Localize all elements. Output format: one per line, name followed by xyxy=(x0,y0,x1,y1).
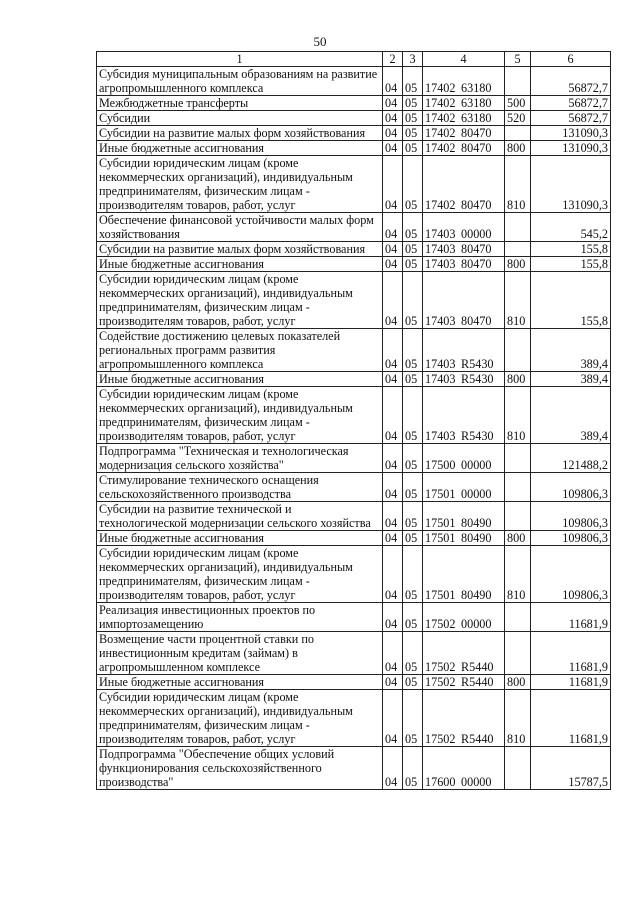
header-col-4: 4 xyxy=(423,52,505,67)
table-row xyxy=(97,96,611,111)
row-name-cell: Иные бюджетные ассигнования xyxy=(97,141,383,156)
row-section-cell: 04 xyxy=(383,531,403,546)
row-subsection-cell: 05 xyxy=(403,257,423,272)
row-target-article-cell xyxy=(423,675,505,690)
row-expense-type-cell: 800 xyxy=(505,257,531,272)
table-row xyxy=(97,156,611,213)
row-expense-type-cell: 800 xyxy=(505,141,531,156)
row-expense-type-cell: 810 xyxy=(505,272,531,329)
row-name-cell: Иные бюджетные ассигнования xyxy=(97,257,383,272)
row-target-article-cell xyxy=(423,329,505,372)
target-article-direction-code: 63180 xyxy=(461,96,492,110)
table-row xyxy=(97,272,611,329)
target-article-program-code: 17403 xyxy=(425,257,456,271)
row-subsection-cell: 05 xyxy=(403,603,423,632)
row-subsection-cell: 05 xyxy=(403,111,423,126)
row-amount-cell: 121488,2 xyxy=(531,444,611,473)
row-subsection-cell: 05 xyxy=(403,546,423,603)
row-amount-cell: 11681,9 xyxy=(531,603,611,632)
row-section-cell: 04 xyxy=(383,546,403,603)
row-amount-cell: 389,4 xyxy=(531,329,611,372)
row-name-cell: Подпрограмма "Техническая и технологическая модернизация сельского хозяйства" xyxy=(97,444,383,473)
row-subsection-cell: 05 xyxy=(403,444,423,473)
row-target-article-cell xyxy=(423,372,505,387)
row-amount-cell: 56872,7 xyxy=(531,96,611,111)
target-article-program-code: 17502 xyxy=(425,675,456,689)
row-expense-type-cell xyxy=(505,473,531,502)
target-article-direction-code: 63180 xyxy=(461,81,492,95)
row-target-article-cell xyxy=(423,272,505,329)
target-article-program-code: 17501 xyxy=(425,531,456,545)
budget-table xyxy=(96,51,611,790)
row-amount-cell: 11681,9 xyxy=(531,690,611,747)
row-target-article-cell xyxy=(423,473,505,502)
table-row xyxy=(97,632,611,675)
row-subsection-cell: 05 xyxy=(403,126,423,141)
target-article-direction-code: R5440 xyxy=(461,675,494,689)
table-row xyxy=(97,242,611,257)
row-expense-type-cell: 500 xyxy=(505,96,531,111)
target-article-direction-code: 00000 xyxy=(461,487,492,501)
row-section-cell: 04 xyxy=(383,690,403,747)
table-row xyxy=(97,126,611,141)
header-col-1: 1 xyxy=(97,52,383,67)
row-expense-type-cell xyxy=(505,329,531,372)
table-row xyxy=(97,141,611,156)
table-row xyxy=(97,444,611,473)
row-expense-type-cell: 810 xyxy=(505,690,531,747)
row-target-article-cell xyxy=(423,67,505,96)
table-row xyxy=(97,675,611,690)
row-expense-type-cell: 800 xyxy=(505,675,531,690)
target-article-direction-code: 80470 xyxy=(461,242,492,256)
target-article-program-code: 17501 xyxy=(425,487,456,501)
table-row xyxy=(97,531,611,546)
row-section-cell: 04 xyxy=(383,67,403,96)
table-row xyxy=(97,603,611,632)
target-article-direction-code: 80490 xyxy=(461,516,492,530)
target-article-program-code: 17502 xyxy=(425,660,456,674)
row-amount-cell: 56872,7 xyxy=(531,67,611,96)
target-article-direction-code: 80490 xyxy=(461,531,492,545)
row-subsection-cell: 05 xyxy=(403,502,423,531)
row-amount-cell: 109806,3 xyxy=(531,546,611,603)
row-amount-cell: 131090,3 xyxy=(531,141,611,156)
row-section-cell: 04 xyxy=(383,473,403,502)
row-expense-type-cell: 520 xyxy=(505,111,531,126)
row-name-cell: Возмещение части процентной ставки по инвестиционным кредитам (займам) в агропромышленном комплексе xyxy=(97,632,383,675)
row-subsection-cell: 05 xyxy=(403,141,423,156)
row-target-article-cell xyxy=(423,156,505,213)
row-subsection-cell: 05 xyxy=(403,67,423,96)
table-header-row xyxy=(97,52,611,67)
row-section-cell: 04 xyxy=(383,675,403,690)
target-article-direction-code: 63180 xyxy=(461,111,492,125)
row-amount-cell: 155,8 xyxy=(531,272,611,329)
row-section-cell: 04 xyxy=(383,156,403,213)
target-article-program-code: 17403 xyxy=(425,242,456,256)
row-expense-type-cell: 810 xyxy=(505,156,531,213)
row-amount-cell: 155,8 xyxy=(531,257,611,272)
row-subsection-cell: 05 xyxy=(403,96,423,111)
target-article-direction-code: R5440 xyxy=(461,660,494,674)
row-section-cell: 04 xyxy=(383,272,403,329)
row-name-cell: Субсидии на развитие технической и технологической модернизации сельского хозяйства xyxy=(97,502,383,531)
row-subsection-cell: 05 xyxy=(403,690,423,747)
row-section-cell: 04 xyxy=(383,126,403,141)
target-article-program-code: 17502 xyxy=(425,732,456,746)
row-section-cell: 04 xyxy=(383,444,403,473)
target-article-direction-code: 80490 xyxy=(461,588,492,602)
row-section-cell: 04 xyxy=(383,329,403,372)
table-row xyxy=(97,111,611,126)
table-row xyxy=(97,257,611,272)
row-target-article-cell xyxy=(423,603,505,632)
target-article-program-code: 17403 xyxy=(425,314,456,328)
table-row xyxy=(97,67,611,96)
row-expense-type-cell xyxy=(505,502,531,531)
row-subsection-cell: 05 xyxy=(403,242,423,257)
row-name-cell: Субсидии юридическим лицам (кроме некоммерческих организаций), индивидуальным предпринимателям, физическим лицам - производителям товаров, работ, услуг xyxy=(97,387,383,444)
row-name-cell: Подпрограмма "Обеспечение общих условий функционирования сельскохозяйственного производства" xyxy=(97,747,383,790)
row-name-cell: Субсидии юридическим лицам (кроме некоммерческих организаций), индивидуальным предпринимателям, физическим лицам - производителям товаров, работ, услуг xyxy=(97,156,383,213)
header-col-3: 3 xyxy=(403,52,423,67)
row-subsection-cell: 05 xyxy=(403,387,423,444)
target-article-direction-code: R5430 xyxy=(461,429,494,443)
table-row xyxy=(97,213,611,242)
target-article-direction-code: 00000 xyxy=(461,227,492,241)
row-amount-cell: 131090,3 xyxy=(531,156,611,213)
row-name-cell: Субсидии юридическим лицам (кроме некоммерческих организаций), индивидуальным предпринимателям, физическим лицам - производителям товаров, работ, услуг xyxy=(97,546,383,603)
target-article-direction-code: R5440 xyxy=(461,732,494,746)
row-expense-type-cell: 810 xyxy=(505,387,531,444)
row-expense-type-cell xyxy=(505,213,531,242)
row-expense-type-cell xyxy=(505,444,531,473)
target-article-program-code: 17403 xyxy=(425,357,456,371)
row-name-cell: Субсидии на развитие малых форм хозяйствования xyxy=(97,242,383,257)
row-name-cell: Субсидии юридическим лицам (кроме некоммерческих организаций), индивидуальным предпринимателям, физическим лицам - производителям товаров, работ, услуг xyxy=(97,690,383,747)
target-article-direction-code: R5430 xyxy=(461,372,494,386)
target-article-direction-code: 00000 xyxy=(461,775,492,789)
target-article-program-code: 17502 xyxy=(425,617,456,631)
row-expense-type-cell xyxy=(505,632,531,675)
row-subsection-cell: 05 xyxy=(403,531,423,546)
target-article-program-code: 17402 xyxy=(425,96,456,110)
row-subsection-cell: 05 xyxy=(403,747,423,790)
target-article-direction-code: 80470 xyxy=(461,141,492,155)
target-article-program-code: 17402 xyxy=(425,198,456,212)
row-section-cell: 04 xyxy=(383,242,403,257)
row-amount-cell: 131090,3 xyxy=(531,126,611,141)
row-amount-cell: 109806,3 xyxy=(531,473,611,502)
row-section-cell: 04 xyxy=(383,111,403,126)
row-target-article-cell xyxy=(423,257,505,272)
row-target-article-cell xyxy=(423,531,505,546)
row-expense-type-cell xyxy=(505,126,531,141)
target-article-direction-code: 80470 xyxy=(461,314,492,328)
row-name-cell: Обеспечение финансовой устойчивости малых форм хозяйствования xyxy=(97,213,383,242)
row-subsection-cell: 05 xyxy=(403,372,423,387)
row-subsection-cell: 05 xyxy=(403,632,423,675)
target-article-direction-code: 80470 xyxy=(461,126,492,140)
row-name-cell: Иные бюджетные ассигнования xyxy=(97,675,383,690)
row-target-article-cell xyxy=(423,126,505,141)
row-name-cell: Иные бюджетные ассигнования xyxy=(97,372,383,387)
row-target-article-cell xyxy=(423,242,505,257)
row-name-cell: Стимулирование технического оснащения сельскохозяйственного производства xyxy=(97,473,383,502)
row-subsection-cell: 05 xyxy=(403,156,423,213)
target-article-direction-code: 80470 xyxy=(461,257,492,271)
table-row xyxy=(97,372,611,387)
row-expense-type-cell xyxy=(505,67,531,96)
row-amount-cell: 389,4 xyxy=(531,372,611,387)
row-section-cell: 04 xyxy=(383,213,403,242)
row-subsection-cell: 05 xyxy=(403,272,423,329)
row-section-cell: 04 xyxy=(383,96,403,111)
row-amount-cell: 545,2 xyxy=(531,213,611,242)
row-expense-type-cell xyxy=(505,747,531,790)
row-section-cell: 04 xyxy=(383,257,403,272)
table-row xyxy=(97,690,611,747)
row-expense-type-cell xyxy=(505,242,531,257)
row-amount-cell: 11681,9 xyxy=(531,632,611,675)
target-article-program-code: 17402 xyxy=(425,81,456,95)
row-target-article-cell xyxy=(423,502,505,531)
row-amount-cell: 109806,3 xyxy=(531,502,611,531)
row-section-cell: 04 xyxy=(383,603,403,632)
row-section-cell: 04 xyxy=(383,141,403,156)
target-article-program-code: 17500 xyxy=(425,458,456,472)
page-number: 50 xyxy=(313,34,327,49)
row-subsection-cell: 05 xyxy=(403,473,423,502)
row-target-article-cell xyxy=(423,690,505,747)
row-subsection-cell: 05 xyxy=(403,213,423,242)
row-section-cell: 04 xyxy=(383,632,403,675)
row-amount-cell: 389,4 xyxy=(531,387,611,444)
row-name-cell: Реализация инвестиционных проектов по импортозамещению xyxy=(97,603,383,632)
header-col-5: 5 xyxy=(505,52,531,67)
target-article-program-code: 17403 xyxy=(425,227,456,241)
row-amount-cell: 56872,7 xyxy=(531,111,611,126)
target-article-program-code: 17600 xyxy=(425,775,456,789)
row-section-cell: 04 xyxy=(383,387,403,444)
row-name-cell: Субсидии на развитие малых форм хозяйствования xyxy=(97,126,383,141)
row-target-article-cell xyxy=(423,96,505,111)
target-article-program-code: 17403 xyxy=(425,372,456,386)
row-subsection-cell: 05 xyxy=(403,675,423,690)
target-article-direction-code: R5430 xyxy=(461,357,494,371)
row-target-article-cell xyxy=(423,111,505,126)
row-target-article-cell xyxy=(423,444,505,473)
target-article-program-code: 17501 xyxy=(425,516,456,530)
row-target-article-cell xyxy=(423,747,505,790)
table-row xyxy=(97,502,611,531)
row-expense-type-cell xyxy=(505,603,531,632)
row-name-cell: Субсидии юридическим лицам (кроме некоммерческих организаций), индивидуальным предпринимателям, физическим лицам - производителям товаров, работ, услуг xyxy=(97,272,383,329)
row-expense-type-cell: 800 xyxy=(505,531,531,546)
table-row xyxy=(97,473,611,502)
target-article-program-code: 17402 xyxy=(425,126,456,140)
row-target-article-cell xyxy=(423,141,505,156)
target-article-program-code: 17402 xyxy=(425,111,456,125)
row-name-cell: Субсидия муниципальным образованиям на развитие агропромышленного комплекса xyxy=(97,67,383,96)
row-expense-type-cell: 810 xyxy=(505,546,531,603)
target-article-direction-code: 00000 xyxy=(461,617,492,631)
target-article-program-code: 17501 xyxy=(425,588,456,602)
target-article-direction-code: 00000 xyxy=(461,458,492,472)
header-col-2: 2 xyxy=(383,52,403,67)
table-row xyxy=(97,546,611,603)
row-name-cell: Субсидии xyxy=(97,111,383,126)
table-row xyxy=(97,329,611,372)
row-target-article-cell xyxy=(423,213,505,242)
table-row xyxy=(97,387,611,444)
row-section-cell: 04 xyxy=(383,747,403,790)
row-target-article-cell xyxy=(423,387,505,444)
target-article-program-code: 17402 xyxy=(425,141,456,155)
header-col-6: 6 xyxy=(531,52,611,67)
row-target-article-cell xyxy=(423,632,505,675)
row-subsection-cell: 05 xyxy=(403,329,423,372)
row-amount-cell: 11681,9 xyxy=(531,675,611,690)
row-section-cell: 04 xyxy=(383,502,403,531)
row-amount-cell: 15787,5 xyxy=(531,747,611,790)
row-name-cell: Межбюджетные трансферты xyxy=(97,96,383,111)
row-amount-cell: 109806,3 xyxy=(531,531,611,546)
row-expense-type-cell: 800 xyxy=(505,372,531,387)
row-name-cell: Содействие достижению целевых показателей региональных программ развития агропромышленного комплекса xyxy=(97,329,383,372)
row-amount-cell: 155,8 xyxy=(531,242,611,257)
table-row xyxy=(97,747,611,790)
target-article-direction-code: 80470 xyxy=(461,198,492,212)
row-section-cell: 04 xyxy=(383,372,403,387)
row-target-article-cell xyxy=(423,546,505,603)
row-name-cell: Иные бюджетные ассигнования xyxy=(97,531,383,546)
target-article-program-code: 17403 xyxy=(425,429,456,443)
